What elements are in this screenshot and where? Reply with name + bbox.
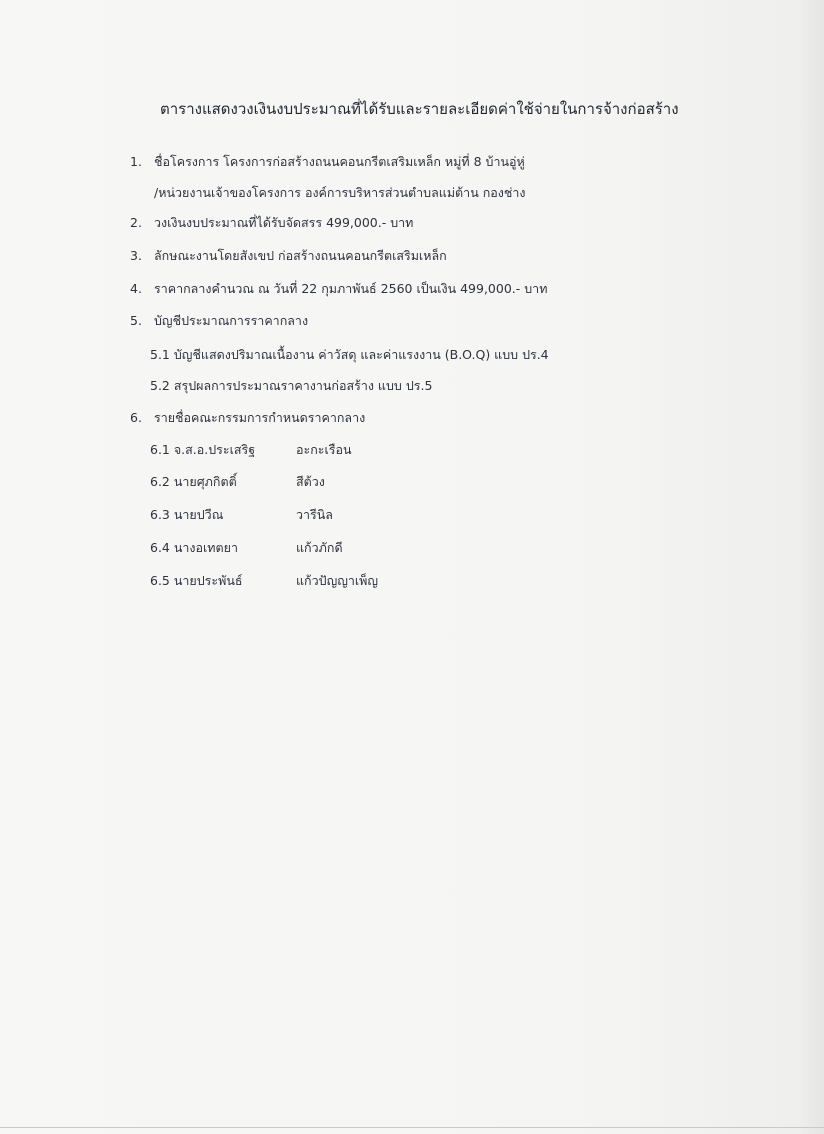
member-name: 6.2 นายศุภกิตติ์ — [150, 474, 237, 489]
page-bottom-edge — [0, 1127, 824, 1128]
page-edge-shadow — [798, 0, 824, 1134]
committee-member — [150, 505, 470, 523]
member-name: 6.4 นางอเทตยา — [150, 540, 239, 555]
member-name: 6.1 จ.ส.อ.ประเสริฐ — [150, 442, 256, 457]
item-1-agency — [154, 183, 526, 203]
item-text: บัญชีประมาณการราคากลาง — [154, 313, 309, 328]
member-surname: วารีนิล — [296, 507, 333, 522]
item-text: ราคากลางคำนวณ ณ วันที่ 22 กุมภาพันธ์ 2560 เป็นเงิน 499,000.- บาท — [154, 281, 548, 296]
item-text: ชื่อโครงการ โครงการก่อสร้างถนนคอนกรีตเสริมเหล็ก หมู่ที่ 8 บ้านอู่หู่ — [154, 154, 525, 169]
member-surname: แก้วปัญญาเพ็ญ — [296, 573, 379, 588]
item-2 — [130, 213, 413, 233]
item-5 — [130, 311, 308, 331]
item-5-1 — [150, 345, 549, 365]
item-text: ลักษณะงานโดยสังเขป ก่อสร้างถนนคอนกรีตเสริมเหล็ก — [154, 248, 447, 263]
committee-member — [150, 571, 470, 589]
member-name: 6.5 นายประพันธ์ — [150, 573, 243, 588]
item-text: วงเงินงบประมาณที่ได้รับจัดสรร 499,000.- บาท — [154, 215, 414, 230]
committee-member — [150, 538, 470, 556]
item-number: 6. — [130, 410, 142, 425]
item-number: 4. — [130, 281, 142, 296]
item-number: 2. — [130, 215, 142, 230]
member-surname: อะกะเรือน — [296, 442, 352, 457]
member-surname: สีต้วง — [296, 474, 325, 489]
committee-member — [150, 440, 470, 458]
member-surname: แก้วภักดี — [296, 540, 343, 555]
item-1 — [130, 152, 525, 172]
item-4 — [130, 279, 547, 299]
committee-member — [150, 472, 470, 490]
item-text: 5.2 สรุปผลการประมาณราคางานก่อสร้าง แบบ ปร.5 — [150, 378, 433, 393]
item-text: 5.1 บัญชีแสดงปริมาณเนื้องาน ค่าวัสดุ และค่าแรงงาน (B.O.Q) แบบ ปร.4 — [150, 347, 549, 362]
item-text: /หน่วยงานเจ้าของโครงการ องค์การบริหารส่วนตำบลแม่ต้าน กองช่าง — [154, 185, 526, 200]
member-name: 6.3 นายปวีณ — [150, 507, 224, 522]
item-5-2 — [150, 376, 432, 396]
item-number: 1. — [130, 154, 142, 169]
document-title: ตารางแสดงวงเงินงบประมาณที่ได้รับและรายละเอียดค่าใช้จ่ายในการจ้างก่อสร้าง — [160, 100, 679, 118]
item-number: 5. — [130, 313, 142, 328]
item-number: 3. — [130, 248, 142, 263]
item-3 — [130, 246, 447, 266]
item-6 — [130, 408, 365, 428]
item-text: รายชื่อคณะกรรมการกำหนดราคากลาง — [154, 410, 366, 425]
